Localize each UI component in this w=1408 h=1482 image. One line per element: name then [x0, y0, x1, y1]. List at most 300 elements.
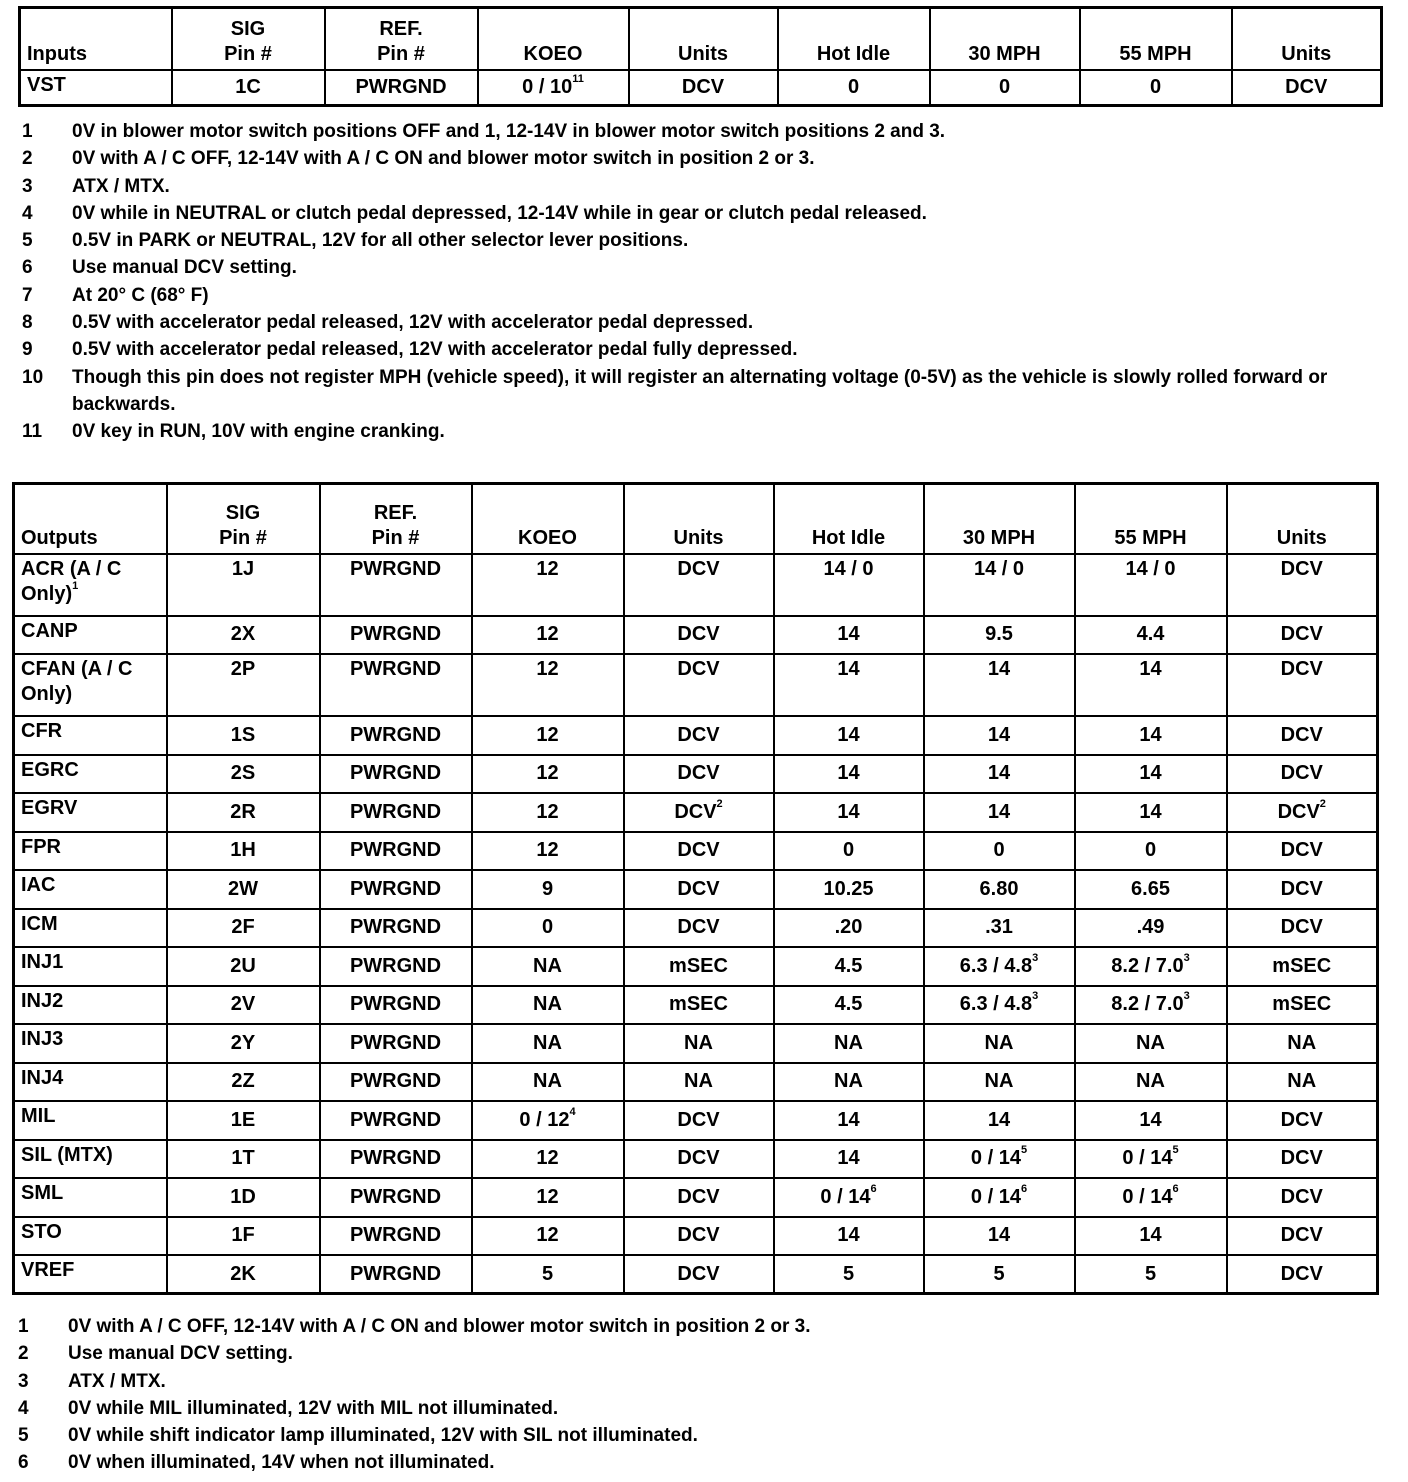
cell-value: NA	[533, 954, 562, 977]
cell-value: DCV	[1280, 623, 1323, 646]
cell-value: PWRGND	[349, 877, 442, 900]
cell-value: 0 / 14	[970, 1147, 1021, 1170]
row-label	[14, 832, 167, 871]
table-cell	[1227, 1217, 1378, 1256]
cell-value: NA	[834, 1031, 863, 1054]
cell-value: 8.2 / 7.0	[1111, 993, 1184, 1016]
table-cell	[320, 654, 472, 716]
table-cell	[320, 870, 472, 909]
footnote-number: 6	[22, 257, 33, 279]
table-cell	[924, 755, 1075, 794]
row-label	[14, 554, 167, 616]
cell-value: 1E	[230, 1108, 256, 1131]
table-cell	[774, 947, 924, 986]
row-label	[14, 654, 167, 716]
cell-value: 0	[541, 916, 554, 939]
cell-value: INJ4	[21, 1066, 64, 1089]
footnote-number: 3	[18, 1370, 29, 1392]
table-cell	[624, 755, 774, 794]
footnote-ref: 4	[569, 1105, 576, 1118]
table-cell	[1075, 654, 1227, 716]
cell-value: PWRGND	[349, 1108, 442, 1131]
cell-value: 5	[1144, 1262, 1157, 1285]
cell-value: 6.80	[979, 877, 1019, 900]
cell-value: 12	[536, 800, 559, 823]
table-cell	[1227, 1178, 1378, 1217]
table-cell	[1227, 1063, 1378, 1102]
table-cell	[167, 616, 320, 655]
table-row	[14, 755, 1378, 794]
cell-value: DCV	[677, 916, 720, 939]
footnote-ref: 6	[870, 1182, 877, 1195]
footnote-text: Use manual DCV setting.	[72, 257, 297, 279]
cell-value: NA	[1287, 1031, 1317, 1054]
table-cell	[1227, 716, 1378, 755]
table-row	[14, 654, 1378, 716]
footnote-number: 11	[22, 421, 43, 443]
cell-value: SIL (MTX)	[21, 1143, 113, 1166]
cell-value: CFAN (A / C Only)	[21, 658, 133, 705]
footnote	[20, 173, 1360, 200]
table-cell	[624, 986, 774, 1025]
footnote-ref: 5	[1020, 1144, 1028, 1157]
cell-value: 6.3 / 4.8	[959, 954, 1033, 977]
cell-value: PWRGND	[349, 839, 442, 862]
footnote-number: 1	[18, 1316, 29, 1337]
table-cell	[924, 832, 1075, 871]
footnote	[20, 200, 1360, 227]
cell-value: PWRGND	[349, 1224, 442, 1247]
footnote-text: 0.5V with accelerator pedal released, 12V with accelerator pedal fully depressed.	[72, 339, 798, 361]
table-cell	[774, 1101, 924, 1140]
footnote-ref: 1	[72, 579, 79, 592]
footnote-number: 5	[22, 230, 33, 252]
table-row	[14, 1255, 1378, 1294]
footnote-number: 4	[22, 202, 33, 224]
cell-value: SML	[21, 1182, 64, 1204]
footnote-number: 7	[22, 284, 33, 306]
column-header: 30 MPH	[930, 8, 1080, 70]
table-row	[14, 1140, 1378, 1179]
cell-value: PWRGND	[349, 1262, 442, 1285]
footnote-text: 0V while shift indicator lamp illuminated, 12V with SIL not illuminated.	[68, 1425, 698, 1447]
column-header: Units	[1232, 8, 1382, 70]
cell-value: 0 / 14	[820, 1185, 871, 1208]
cell-value: DCV	[1280, 1224, 1323, 1247]
footnote-ref: 3	[1032, 951, 1039, 964]
row-label	[14, 1063, 167, 1102]
table-cell	[1227, 909, 1378, 948]
cell-value: 12	[536, 557, 559, 580]
cell-value: DCV	[1280, 723, 1323, 746]
row-label	[14, 1178, 167, 1217]
cell-value: 2X	[230, 623, 256, 646]
footnote-ref: 3	[1183, 951, 1190, 964]
cell-value: DCV	[1280, 839, 1323, 862]
table-cell	[320, 1178, 472, 1217]
table-cell	[1227, 1024, 1378, 1063]
table-cell	[924, 1217, 1075, 1256]
cell-value: DCV	[677, 623, 720, 646]
cell-value: 14 / 0	[1125, 557, 1176, 580]
table-cell	[320, 1024, 472, 1063]
cell-value: PWRGND	[349, 1185, 442, 1208]
cell-value: 14	[987, 723, 1011, 746]
table-cell	[924, 1024, 1075, 1063]
footnote-number: 5	[18, 1425, 29, 1447]
table-cell	[624, 1063, 774, 1102]
footnote-text: 0V with A / C OFF, 12-14V with A / C ON and blower motor switch in position 2 or 3.	[72, 148, 815, 170]
cell-value: PWRGND	[349, 723, 442, 746]
table-cell	[167, 947, 320, 986]
table-row	[14, 1217, 1378, 1256]
table-cell	[1075, 909, 1227, 948]
table-cell	[472, 793, 624, 832]
footnote	[20, 336, 1360, 363]
cell-value: NA	[1287, 1070, 1317, 1093]
table-cell	[924, 1101, 1075, 1140]
table-cell	[924, 554, 1075, 616]
cell-value: 10.25	[823, 877, 874, 900]
table-row	[14, 616, 1378, 655]
row-label	[14, 1255, 167, 1294]
cell-value: 2R	[230, 800, 256, 823]
cell-value: CFR	[21, 720, 63, 742]
cell-value: .31	[985, 916, 1013, 939]
table-cell	[1075, 755, 1227, 794]
table-cell	[1227, 1140, 1378, 1179]
cell-value: 2K	[230, 1262, 256, 1285]
table-cell	[472, 832, 624, 871]
cell-value: NA	[684, 1070, 713, 1093]
table-cell	[924, 947, 1075, 986]
table-cell	[774, 793, 924, 832]
table-cell	[472, 716, 624, 755]
cell-value: mSEC	[669, 954, 728, 977]
table-cell	[924, 654, 1075, 716]
column-header: 55 MPH	[1075, 484, 1227, 554]
table-cell	[924, 986, 1075, 1025]
cell-value: DCV	[1280, 1185, 1323, 1208]
table-cell	[472, 1063, 624, 1102]
cell-value: DCV	[677, 1262, 720, 1285]
cell-value: INJ1	[21, 951, 64, 973]
column-header: Units	[629, 8, 778, 70]
table-row	[20, 70, 1382, 106]
cell-value: DCV	[677, 839, 720, 862]
row-label	[14, 755, 167, 794]
cell-value: PWRGND	[349, 954, 442, 977]
cell-value: 2F	[231, 916, 255, 939]
table-cell	[472, 870, 624, 909]
column-header: Units	[624, 484, 774, 554]
row-label	[14, 1101, 167, 1140]
cell-value: 14	[987, 1224, 1011, 1247]
table-cell	[320, 1140, 472, 1179]
footnote-ref: 2	[1319, 797, 1326, 810]
column-header: 55 MPH	[1080, 8, 1232, 70]
table-cell	[167, 1255, 320, 1294]
table-cell	[472, 947, 624, 986]
footnote-number: 3	[22, 175, 33, 197]
footnote-ref: 6	[1020, 1182, 1028, 1195]
footnote-text: 0V while MIL illuminated, 12V with MIL not illuminated.	[68, 1397, 559, 1419]
table-cell	[167, 1140, 320, 1179]
cell-value: 14	[987, 800, 1011, 823]
cell-value: NA	[984, 1070, 1014, 1093]
cell-value: 4.4	[1136, 623, 1165, 646]
footnote-text: 0V when illuminated, 14V when not illuminated.	[68, 1452, 495, 1474]
table-cell	[167, 755, 320, 794]
table-row	[14, 832, 1378, 871]
cell-value: mSEC	[1272, 993, 1332, 1016]
cell-value: 14	[837, 658, 860, 680]
cell-value: PWRGND	[355, 75, 447, 98]
column-header: SIG Pin #	[172, 8, 325, 70]
table-cell	[325, 70, 478, 106]
inputs-footnotes	[20, 118, 1360, 446]
table-cell	[774, 616, 924, 655]
table-cell	[1227, 755, 1378, 794]
table-cell	[472, 1140, 624, 1179]
cell-value: 12	[536, 839, 559, 862]
cell-value: 14	[1139, 1224, 1162, 1247]
cell-value: 12	[536, 1224, 559, 1247]
footnote	[20, 254, 1360, 281]
table-cell	[1075, 1063, 1227, 1102]
cell-value: 0	[998, 75, 1011, 98]
cell-value: NA	[533, 993, 562, 1016]
footnote	[20, 227, 1360, 254]
cell-value: 4.5	[834, 993, 863, 1016]
table-cell	[774, 832, 924, 871]
table-cell	[1227, 793, 1378, 832]
table-cell	[1227, 947, 1378, 986]
cell-value: ICM	[21, 912, 58, 935]
table-cell	[624, 654, 774, 716]
table-cell	[472, 654, 624, 716]
cell-value: NA	[984, 1031, 1014, 1054]
footnote	[20, 309, 1360, 336]
footnote-text: 0V with A / C OFF, 12-14V with A / C ON and blower motor switch in position 2 or 3.	[68, 1316, 811, 1337]
cell-value: 1C	[235, 75, 261, 98]
table-cell	[624, 1217, 774, 1256]
footnote-number: 2	[22, 148, 33, 170]
cell-value: 14 / 0	[823, 557, 874, 580]
cell-value: 1H	[230, 839, 256, 862]
table-cell	[1227, 1101, 1378, 1140]
cell-value: ACR (A / C Only)	[21, 557, 122, 605]
table-row	[14, 716, 1378, 755]
table-cell	[924, 909, 1075, 948]
table-cell	[1075, 554, 1227, 616]
table-row	[14, 793, 1378, 832]
cell-value: 14	[837, 1224, 860, 1247]
table-cell	[1227, 654, 1378, 716]
table-cell	[1080, 70, 1232, 106]
cell-value: DCV	[1285, 75, 1328, 98]
cell-value: DCV	[681, 75, 725, 98]
cell-value: 1T	[231, 1147, 255, 1170]
column-header: Hot Idle	[774, 484, 924, 554]
table-cell	[167, 986, 320, 1025]
table-cell	[924, 870, 1075, 909]
column-header: REF. Pin #	[320, 484, 472, 554]
footnote	[20, 145, 1360, 172]
table-cell	[1075, 1178, 1227, 1217]
table-cell	[320, 909, 472, 948]
column-header: KOEO	[478, 8, 629, 70]
cell-value: 14	[837, 800, 860, 823]
cell-value: 2S	[230, 762, 256, 785]
cell-value: 14	[1139, 723, 1162, 746]
table-cell	[167, 1217, 320, 1256]
cell-value: CANP	[21, 619, 78, 642]
table-cell	[472, 554, 624, 616]
column-header: REF. Pin #	[325, 8, 478, 70]
cell-value: 14 / 0	[973, 557, 1025, 580]
column-header: SIG Pin #	[167, 484, 320, 554]
table-cell	[924, 1140, 1075, 1179]
footnote	[20, 364, 1360, 419]
cell-value: 1S	[230, 723, 256, 746]
cell-value: NA	[533, 1070, 562, 1093]
table-cell	[1227, 554, 1378, 616]
cell-value: INJ3	[21, 1028, 64, 1050]
footnote-text: At 20° C (68° F)	[72, 284, 209, 306]
column-header: Inputs	[20, 8, 172, 70]
table-cell	[1075, 716, 1227, 755]
cell-value: DCV	[1280, 1147, 1323, 1170]
cell-value: DCV	[677, 658, 720, 680]
cell-value: NA	[1136, 1070, 1165, 1093]
cell-value: PWRGND	[349, 557, 442, 580]
cell-value: DCV	[1280, 916, 1323, 939]
cell-value: VREF	[21, 1259, 75, 1281]
table-cell	[1075, 870, 1227, 909]
table-cell	[1232, 70, 1382, 106]
table-cell	[320, 1101, 472, 1140]
cell-value: INJ2	[21, 989, 64, 1012]
table-cell	[472, 1217, 624, 1256]
cell-value: PWRGND	[349, 762, 442, 785]
cell-value: PWRGND	[349, 658, 442, 680]
table-cell	[1227, 986, 1378, 1025]
table-cell	[320, 755, 472, 794]
footnote-text: 0V in blower motor switch positions OFF and 1, 12-14V in blower motor switch positions 2 and 3.	[72, 121, 946, 142]
cell-value: 5	[993, 1262, 1005, 1285]
table-cell	[167, 1101, 320, 1140]
table-cell	[1075, 1255, 1227, 1294]
cell-value: 2U	[230, 954, 256, 977]
cell-value: 6.65	[1131, 877, 1170, 900]
cell-value: DCV	[1280, 658, 1323, 680]
cell-value: mSEC	[1272, 954, 1332, 977]
cell-value: 2V	[230, 993, 256, 1016]
table-cell	[778, 70, 930, 106]
row-label	[14, 1140, 167, 1179]
table-cell	[167, 909, 320, 948]
cell-value: 9	[541, 877, 554, 900]
table-cell	[167, 716, 320, 755]
table-cell	[1075, 1140, 1227, 1179]
table-cell	[1075, 1024, 1227, 1063]
cell-value: 14	[837, 1108, 860, 1131]
cell-value: DCV	[677, 557, 720, 580]
cell-value: PWRGND	[349, 623, 442, 646]
cell-value: 8.2 / 7.0	[1111, 954, 1184, 977]
cell-value: DCV	[1280, 557, 1323, 580]
footnote	[16, 1368, 1356, 1395]
cell-value: 12	[536, 658, 559, 680]
footnote	[16, 1313, 1356, 1340]
table-cell	[624, 716, 774, 755]
table-cell	[320, 793, 472, 832]
table-cell	[930, 70, 1080, 106]
table-cell	[924, 1178, 1075, 1217]
cell-value: PWRGND	[349, 1147, 442, 1170]
cell-value: 0	[993, 839, 1005, 862]
table-cell	[774, 1178, 924, 1217]
footnote	[16, 1395, 1356, 1422]
cell-value: DCV	[677, 1185, 720, 1208]
cell-value: DCV	[677, 762, 720, 785]
cell-value: 14	[1139, 762, 1162, 785]
footnote	[20, 118, 1360, 145]
cell-value: 12	[536, 723, 559, 746]
cell-value: FPR	[21, 835, 61, 858]
cell-value: 12	[536, 1147, 559, 1170]
table-cell	[774, 654, 924, 716]
footnote-number: 10	[22, 366, 44, 388]
table-row	[14, 947, 1378, 986]
footnote-ref: 6	[1172, 1182, 1179, 1195]
table-cell	[774, 1217, 924, 1256]
cell-value: 12	[536, 1185, 559, 1208]
cell-value: 6.3 / 4.8	[959, 993, 1033, 1016]
cell-value: DCV	[1280, 1262, 1323, 1285]
cell-value: 14	[837, 762, 860, 785]
table-cell	[624, 616, 774, 655]
table-cell	[167, 554, 320, 616]
row-label	[14, 716, 167, 755]
table-cell	[478, 70, 629, 106]
column-header: Units	[1227, 484, 1378, 554]
cell-value: PWRGND	[349, 1031, 442, 1054]
cell-value: .20	[834, 916, 863, 939]
cell-value: 2Z	[231, 1070, 255, 1093]
table-row	[14, 1178, 1378, 1217]
table-cell	[1227, 832, 1378, 871]
footnote-ref: 5	[1172, 1144, 1179, 1157]
table-cell	[167, 793, 320, 832]
cell-value: 4.5	[834, 954, 863, 977]
table-cell	[774, 870, 924, 909]
table-cell	[1075, 793, 1227, 832]
cell-value: NA	[1136, 1031, 1165, 1054]
cell-value: 14	[837, 623, 860, 646]
row-label	[14, 793, 167, 832]
table-cell	[624, 1140, 774, 1179]
table-cell	[167, 832, 320, 871]
table-cell	[624, 832, 774, 871]
table-cell	[1227, 616, 1378, 655]
cell-value: DCV	[674, 800, 717, 823]
table-cell	[1075, 986, 1227, 1025]
table-cell	[172, 70, 325, 106]
table-cell	[320, 986, 472, 1025]
table-cell	[167, 870, 320, 909]
